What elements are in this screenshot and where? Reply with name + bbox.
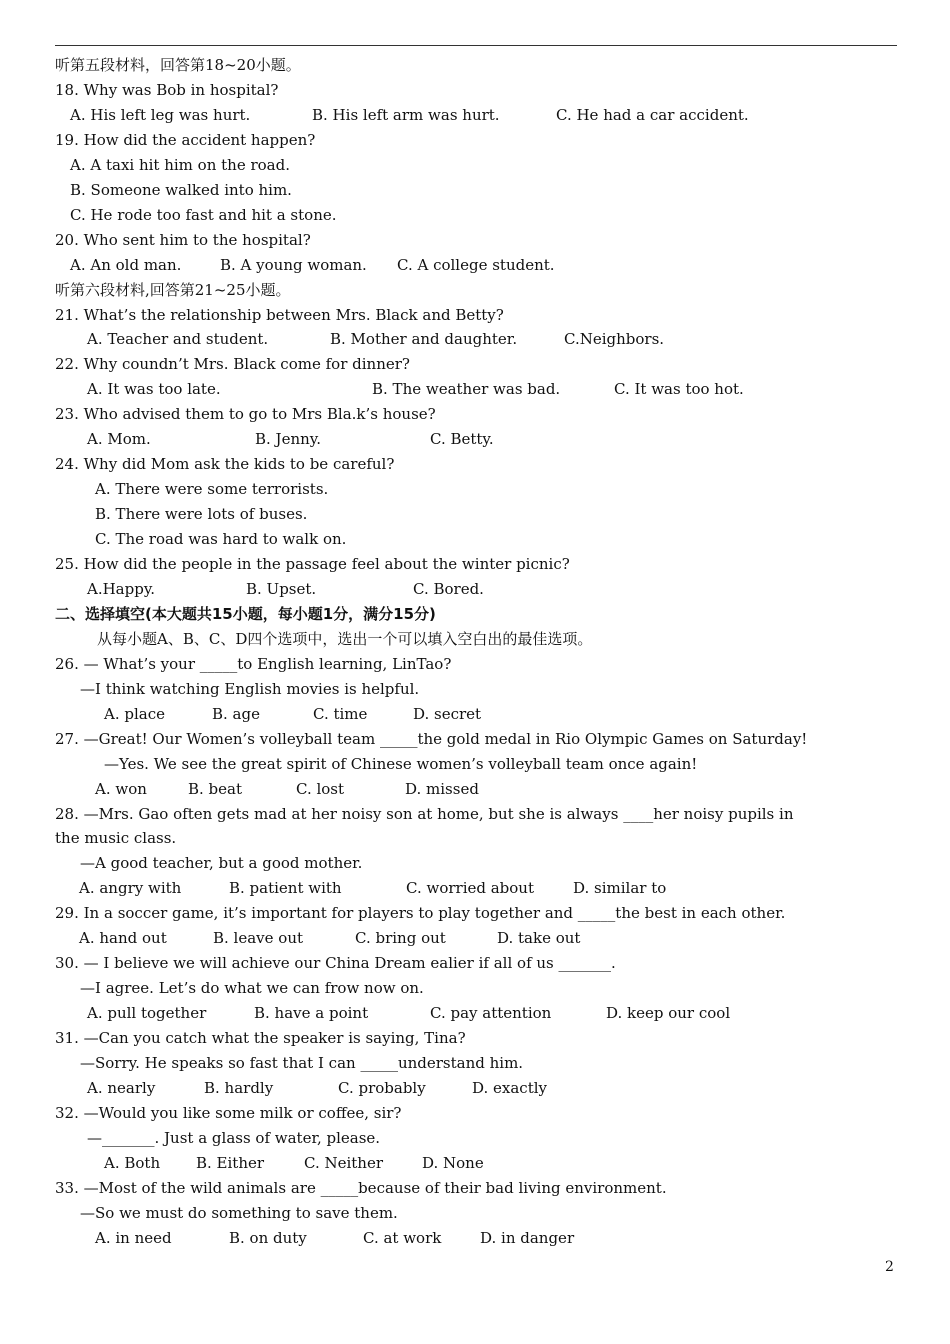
text-line: [0, 826, 950, 851]
text-line: [0, 1176, 950, 1201]
option-text: C. It was too hot.: [614, 380, 744, 399]
text-line: [0, 727, 950, 752]
line-text: 28. —Mrs. Gao often gets mad at her noisy son at home, but she is always ____her noisy pupils in: [55, 804, 794, 823]
option-text: D. keep our cool: [606, 1004, 731, 1023]
option-text: C. He had a car accident.: [556, 105, 749, 124]
option-text: B. A young woman.: [220, 255, 367, 274]
text-line: [0, 627, 950, 652]
option-text: A. hand out: [79, 929, 167, 948]
option-text: B. leave out: [213, 929, 304, 948]
text-line: [0, 103, 950, 128]
line-text: —Sorry. He speaks so fast that I can _____understand him.: [80, 1054, 524, 1072]
option-text: C. probably: [338, 1078, 426, 1097]
option-text: C. Neither: [304, 1153, 384, 1172]
text-line: [0, 203, 950, 228]
option-text: A. place: [104, 704, 165, 723]
text-line: [0, 951, 950, 976]
line-text: —A good teacher, but a good mother.: [80, 854, 363, 873]
text-line: [0, 1051, 950, 1076]
line-text: A. A taxi hit him on the road.: [70, 155, 290, 174]
line-text: —So we must do something to save them.: [80, 1203, 398, 1222]
text-line: [0, 901, 950, 926]
line-text: 30. — I believe we will achieve our China Dream ealier if all of us _______.: [55, 954, 616, 973]
line-text: —I think watching English movies is helpful.: [80, 679, 420, 698]
option-text: A. in need: [95, 1228, 172, 1247]
line-text: 24. Why did Mom ask the kids to be careful?: [55, 455, 395, 474]
option-text: A.Happy.: [87, 579, 156, 598]
option-text: A. pull together: [87, 1004, 207, 1023]
line-text: 26. — What’s your _____to English learning, LinTao?: [55, 654, 452, 673]
header-rule: [55, 45, 897, 46]
text-line: [0, 552, 950, 577]
option-text: A. won: [95, 779, 147, 798]
text-line: [0, 128, 950, 153]
text-line: [0, 602, 950, 627]
option-text: B. on duty: [229, 1228, 307, 1247]
text-line: [0, 851, 950, 876]
text-line: [0, 976, 950, 1001]
option-text: D. secret: [413, 704, 482, 723]
option-text: C. A college student.: [397, 255, 555, 274]
text-line: [0, 1226, 950, 1251]
line-text: 31. —Can you catch what the speaker is saying, Tina?: [55, 1029, 466, 1048]
page-number: 2: [885, 1259, 894, 1275]
text-line: [0, 1001, 950, 1026]
option-text: B. patient with: [229, 879, 342, 898]
line-text: —_______. Just a glass of water, please.: [87, 1128, 381, 1147]
text-line: [0, 752, 950, 777]
line-text: A. There were some terrorists.: [95, 480, 329, 499]
line-text: 27. —Great! Our Women’s volleyball team _____the gold medal in Rio Olympic Games on Saturday!: [55, 729, 808, 748]
line-text: 22. Why coundn’t Mrs. Black come for dinner?: [55, 355, 410, 374]
line-text: 33. —Most of the wild animals are _____because of their bad living environment.: [55, 1178, 667, 1197]
option-text: C. Bored.: [413, 579, 484, 598]
text-line: [0, 802, 950, 827]
line-text: 听第六段材料,回答第21~25小题。: [55, 280, 291, 299]
option-text: B. His left arm was hurt.: [312, 105, 500, 124]
line-text: B. Someone walked into him.: [70, 180, 292, 199]
text-line: [0, 427, 950, 452]
line-text: B. There were lots of buses.: [95, 505, 308, 524]
text-line: [0, 777, 950, 802]
line-text: the music class.: [55, 829, 177, 848]
option-text: B. Jenny.: [255, 430, 322, 449]
option-text: B. age: [212, 704, 260, 723]
text-line: [0, 1151, 950, 1176]
line-text: 从每小题A、B、C、D四个选项中，选出一个可以填入空白出的最佳选项。: [97, 629, 593, 648]
option-text: D. exactly: [472, 1078, 548, 1097]
option-text: B. Upset.: [246, 579, 317, 598]
option-text: D. take out: [497, 929, 581, 948]
line-text: 二、选择填空(本大题共15小题，每小题1分，满分15分): [55, 604, 436, 623]
text-line: [0, 1026, 950, 1051]
option-text: A. It was too late.: [87, 380, 221, 399]
text-line: [0, 452, 950, 477]
line-text: 29. In a soccer game, it’s important for players to play together and _____the best in each other.: [55, 904, 786, 923]
option-text: C. pay attention: [430, 1004, 552, 1023]
option-text: A. Teacher and student.: [87, 330, 269, 349]
text-line: [0, 352, 950, 377]
option-text: A. His left leg was hurt.: [70, 105, 251, 124]
text-line: [0, 1101, 950, 1126]
text-line: [0, 527, 950, 552]
text-line: [0, 228, 950, 253]
text-line: [0, 303, 950, 328]
text-line: [0, 502, 950, 527]
text-line: [0, 253, 950, 278]
option-text: B. beat: [188, 779, 243, 798]
text-line: [0, 926, 950, 951]
text-line: [0, 1076, 950, 1101]
text-line: [0, 327, 950, 352]
line-text: 25. How did the people in the passage feel about the winter picnic?: [55, 555, 570, 573]
text-line: [0, 652, 950, 677]
option-text: A. An old man.: [70, 255, 182, 274]
line-text: C. He rode too fast and hit a stone.: [70, 205, 337, 224]
line-text: 听第五段材料，回答第18~20小题。: [55, 56, 301, 74]
line-text: 19. How did the accident happen?: [55, 130, 316, 149]
line-text: 23. Who advised them to go to Mrs Bla.k’s house?: [55, 405, 436, 424]
option-text: A. nearly: [87, 1078, 156, 1097]
line-text: C. The road was hard to walk on.: [95, 530, 347, 549]
option-text: B. Mother and daughter.: [330, 330, 518, 349]
text-line: [0, 702, 950, 727]
option-text: C. lost: [296, 779, 345, 798]
option-text: B. The weather was bad.: [372, 380, 561, 399]
option-text: D. missed: [405, 779, 479, 798]
option-text: D. None: [422, 1153, 484, 1172]
option-text: C. bring out: [355, 929, 446, 948]
text-line: [0, 178, 950, 203]
option-text: D. in danger: [480, 1228, 575, 1247]
line-text: 18. Why was Bob in hospital?: [55, 80, 279, 99]
text-line: [0, 377, 950, 402]
line-text: —Yes. We see the great spirit of Chinese women’s volleyball team once again!: [104, 754, 698, 773]
text-line: [0, 577, 950, 602]
text-line: [0, 53, 950, 78]
text-line: [0, 477, 950, 502]
option-text: C. Betty.: [430, 430, 494, 449]
option-text: B. Either: [196, 1153, 265, 1172]
text-line: [0, 78, 950, 103]
text-line: [0, 402, 950, 427]
option-text: C. worried about: [406, 879, 534, 898]
line-text: 20. Who sent him to the hospital?: [55, 230, 311, 249]
text-line: [0, 677, 950, 702]
option-text: A. Mom.: [87, 430, 151, 449]
option-text: C.Neighbors.: [564, 330, 665, 349]
text-line: [0, 153, 950, 178]
option-text: A. Both: [104, 1153, 161, 1172]
line-text: 21. What’s the relationship between Mrs. Black and Betty?: [55, 305, 504, 324]
text-line: [0, 1201, 950, 1226]
line-text: —I agree. Let’s do what we can frow now on.: [80, 979, 424, 998]
option-text: A. angry with: [79, 879, 182, 898]
option-text: C. at work: [363, 1228, 442, 1247]
text-line: [0, 278, 950, 303]
line-text: 32. —Would you like some milk or coffee, sir?: [55, 1103, 402, 1122]
text-line: [0, 1126, 950, 1151]
option-text: B. have a point: [254, 1004, 369, 1023]
text-line: [0, 876, 950, 901]
option-text: C. time: [313, 704, 368, 723]
option-text: D. similar to: [573, 879, 667, 898]
option-text: B. hardly: [204, 1078, 274, 1097]
